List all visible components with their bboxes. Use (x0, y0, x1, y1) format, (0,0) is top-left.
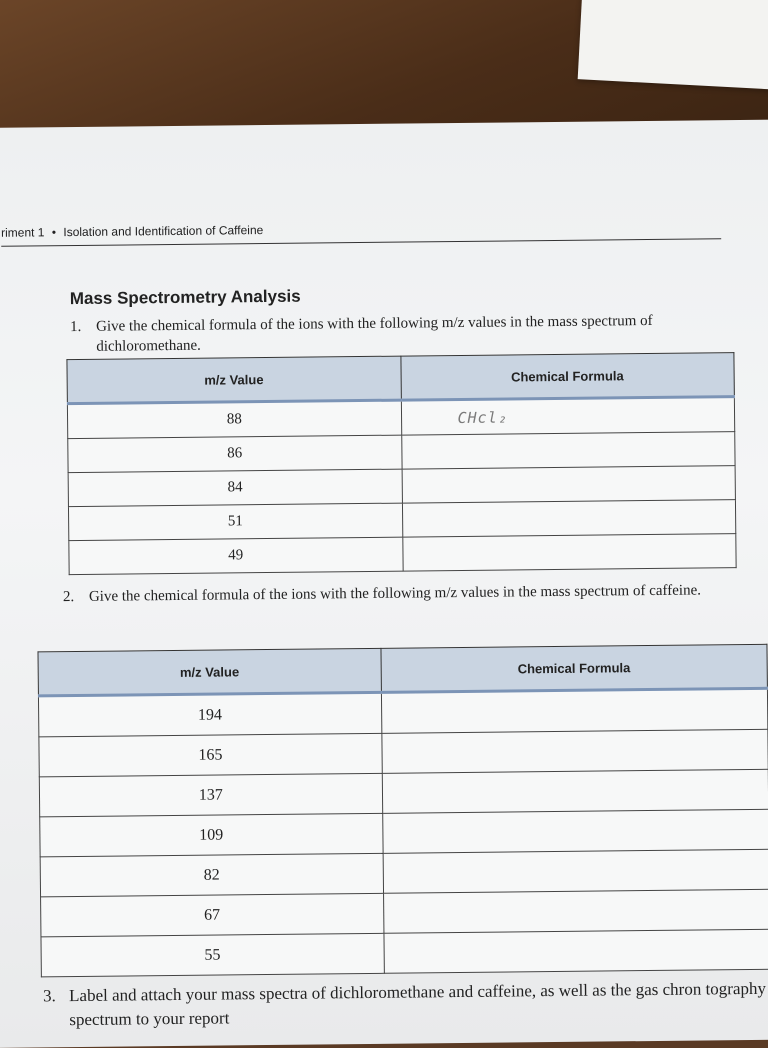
col-header-formula: Chemical Formula (381, 644, 768, 692)
paper-note (578, 0, 768, 91)
chapter-title: Isolation and Identification of Caffeine (63, 223, 264, 240)
mz-cell: 109 (40, 813, 383, 857)
question-2 (62, 580, 768, 607)
section-title: Mass Spectrometry Analysis (69, 286, 301, 309)
formula-cell[interactable] (381, 729, 768, 773)
mz-cell: 49 (69, 537, 403, 574)
formula-cell[interactable] (383, 849, 768, 893)
dichloromethane-table (66, 352, 736, 575)
bullet-icon: • (51, 225, 57, 240)
formula-cell[interactable] (402, 500, 736, 537)
col-header-formula: Chemical Formula (400, 353, 734, 400)
question-1 (70, 310, 736, 357)
formula-cell[interactable] (401, 432, 735, 469)
col-header-mz: m/z Value (67, 356, 401, 403)
worksheet-page (0, 119, 768, 1048)
mz-cell: 55 (41, 933, 384, 977)
col-header-mz: m/z Value (38, 648, 381, 696)
mz-cell: 88 (67, 400, 401, 438)
caffeine-table (37, 644, 768, 978)
question-number: 1. (70, 318, 82, 336)
mz-cell: 165 (39, 733, 382, 777)
formula-cell[interactable] (384, 929, 768, 973)
mz-cell: 84 (68, 469, 402, 506)
formula-cell[interactable] (383, 889, 768, 933)
mz-cell: 51 (68, 503, 402, 540)
mz-cell: 137 (39, 773, 382, 817)
formula-cell[interactable] (402, 534, 736, 571)
table-row (41, 929, 768, 977)
mz-cell: 67 (41, 893, 384, 937)
question-text: Label and attach your mass spectra of dichloromethane and caffeine, as well as the gas chron tography spectrum to your report (68, 978, 767, 1030)
question-number: 3. (42, 986, 56, 1006)
page-header (1, 218, 721, 247)
chapter-label: riment 1 (1, 225, 45, 240)
formula-cell[interactable]: CHcl₂ (401, 397, 735, 435)
formula-cell[interactable] (382, 809, 768, 853)
formula-cell[interactable] (381, 688, 768, 733)
formula-cell[interactable] (402, 466, 736, 503)
table-row (69, 534, 736, 575)
question-text: Give the chemical formula of the ions with the following m/z values in the mass spectrum of caffeine. (88, 582, 702, 605)
mz-cell: 86 (68, 435, 402, 472)
mz-cell: 194 (38, 692, 381, 737)
formula-cell[interactable] (382, 769, 768, 813)
question-number: 2. (62, 589, 75, 606)
mz-cell: 82 (40, 853, 383, 897)
question-text: Give the chemical formula of the ions with the following m/z values in the mass spectrum of dichloromethane. (96, 312, 653, 355)
